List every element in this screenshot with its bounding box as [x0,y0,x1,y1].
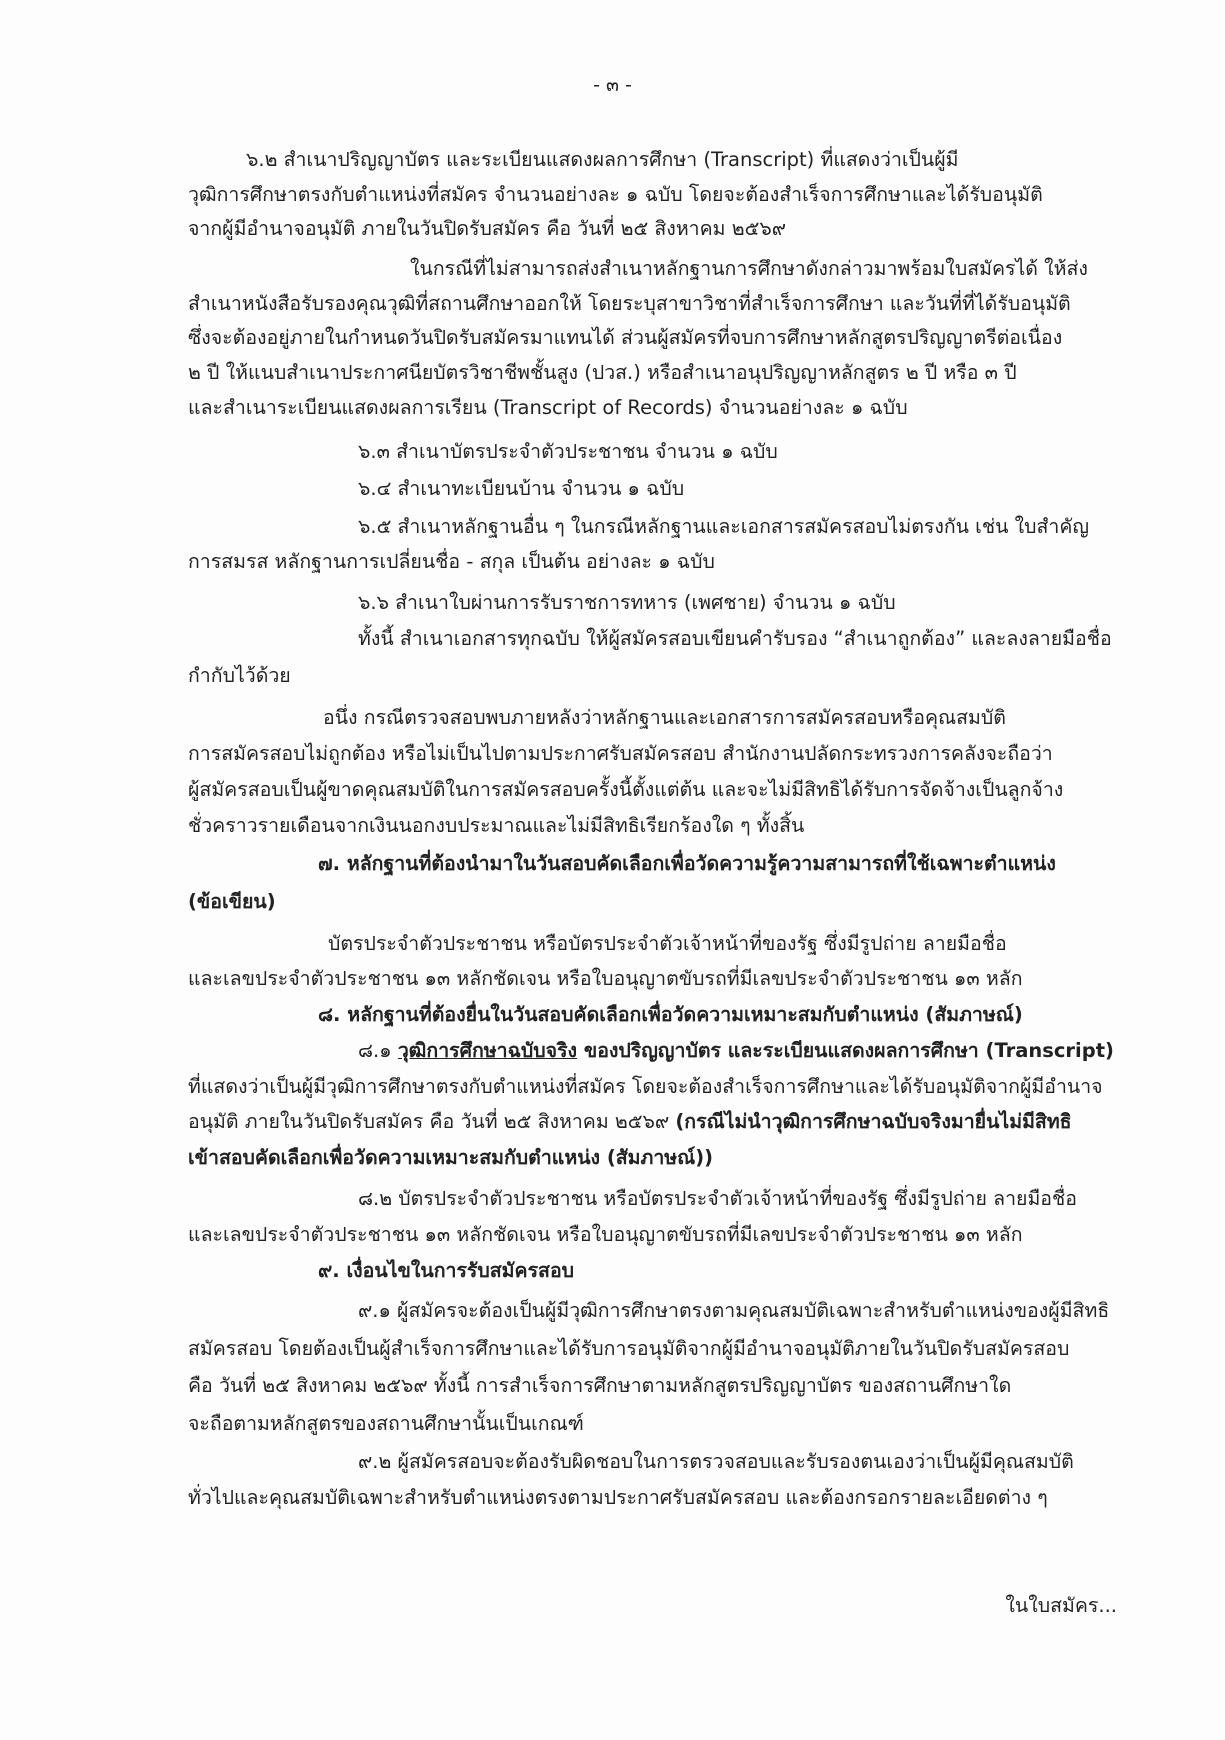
item-8-1-line-3 [188,1108,1072,1136]
warning-line-2: การสมัครสอบไม่ถูกต้อง หรือไม่เป็นไปตามประกาศรับสมัครสอบ สำนักงานปลัดกระทรวงการคลังจะถือว่า [188,742,1053,765]
note-6-2-line-3: ซึ่งจะต้องอยู่ภายในกำหนดวันปิดรับสมัครมาแทนได้ ส่วนผู้สมัครที่จบการศึกษาหลักสูตรปริญญาตรีต่อเนื่อง [188,326,1063,349]
section-7-heading-line-2: (ข้อเขียน) [188,890,276,913]
item-8-2-line-1: ๘.๒ บัตรประจำตัวประชาชน หรือบัตรประจำตัวเจ้าหน้าที่ของรัฐ ซึ่งมีรูปถ่าย ลายมือชื่อ [358,1187,1077,1210]
item-9-1-line-4: จะถือตามหลักสูตรของสถานศึกษานั้นเป็นเกณฑ์ [188,1412,584,1435]
item-6-5-line-2: การสมรส หลักฐานการเปลี่ยนชื่อ - สกุล เป็นต้น อย่างละ ๑ ฉบับ [188,550,715,573]
item-6-2-line-1: ๖.๒ สำเนาปริญญาบัตร และระเบียนแสดงผลการศึกษา (Transcript) ที่แสดงว่าเป็นผู้มี [246,148,959,171]
item-6-6: ๖.๖ สำเนาใบผ่านการรับราชการทหาร (เพศชาย) จำนวน ๑ ฉบับ [358,591,896,614]
item-6-3: ๖.๓ สำเนาบัตรประจำตัวประชาชน จำนวน ๑ ฉบับ [358,440,778,463]
certify-line-2: กำกับไว้ด้วย [188,664,291,687]
section-7-body-line-1: บัตรประจำตัวประชาชน หรือบัตรประจำตัวเจ้าหน้าที่ของรัฐ ซึ่งมีรูปถ่าย ลายมือชื่อ [328,932,1007,955]
section-8-heading: ๘. หลักฐานที่ต้องยื่นในวันสอบคัดเลือกเพื่อวัดความเหมาะสมกับตำแหน่ง (สัมภาษณ์) [318,1003,1023,1026]
section-7-heading-line-1: ๗. หลักฐานที่ต้องนำมาในวันสอบคัดเลือกเพื่อวัดความรู้ความสามารถที่ใช้เฉพาะตำแหน่ง [318,852,1056,875]
item-8-1-line-4: เข้าสอบคัดเลือกเพื่อวัดความเหมาะสมกับตำแหน่ง (สัมภาษณ์)) [188,1146,714,1169]
certify-line-1: ทั้งนี้ สำเนาเอกสารทุกฉบับ ให้ผู้สมัครสอบเขียนคำรับรอง “สำเนาถูกต้อง” และลงลายมือชื่อ [358,627,1112,650]
item-6-4: ๖.๔ สำเนาทะเบียนบ้าน จำนวน ๑ ฉบับ [358,477,685,500]
page-number: - ๓ - [593,74,632,96]
warning-line-4: ชั่วคราวรายเดือนจากเงินนอกงบประมาณและไม่มีสิทธิเรียกร้องใด ๆ ทั้งสิ้น [188,814,805,837]
section-9-heading: ๙. เงื่อนไขในการรับสมัครสอบ [318,1259,575,1282]
item-8-1-line-3-bold: (กรณีไม่นำวุฒิการศึกษาฉบับจริงมายื่นไม่มีสิทธิ [675,1110,1072,1133]
warning-line-1: อนึ่ง กรณีตรวจสอบพบภายหลังว่าหลักฐานและเอกสารการสมัครสอบหรือคุณสมบัติ [323,706,1006,729]
item-6-2-line-3: จากผู้มีอำนาจอนุมัติ ภายในวันปิดรับสมัคร คือ วันที่ ๒๕ สิงหาคม ๒๕๖๙ [188,217,787,240]
item-8-1-prefix: ๘.๑ [358,1039,398,1062]
item-8-2-line-2: และเลขประจำตัวประชาชน ๑๓ หลักชัดเจน หรือใบอนุญาตขับรถที่มีเลขประจำตัวประชาชน ๑๓ หลัก [188,1223,1023,1246]
item-8-1-underlined: วุฒิการศึกษาฉบับจริง [397,1039,578,1062]
item-9-2-line-1: ๙.๒ ผู้สมัครสอบจะต้องรับผิดชอบในการตรวจสอบและรับรองตนเองว่าเป็นผู้มีคุณสมบัติ [358,1450,1074,1473]
item-8-1-rest: ของปริญญาบัตร และระเบียนแสดงผลการศึกษา (Transcript) [577,1039,1114,1062]
item-8-1-line-3-normal: อนุมัติ ภายในวันปิดรับสมัคร คือ วันที่ ๒๕ สิงหาคม ๒๕๖๙ [188,1110,676,1133]
note-6-2-line-4: ๒ ปี ให้แนบสำเนาประกาศนียบัตรวิชาชีพชั้นสูง (ปวส.) หรือสำเนาอนุปริญญาหลักสูตร ๒ ปี หรือ ๓ ปี [188,361,1017,384]
item-6-5-line-1: ๖.๕ สำเนาหลักฐานอื่น ๆ ในกรณีหลักฐานและเอกสารสมัครสอบไม่ตรงกัน เช่น ใบสำคัญ [358,515,1090,538]
item-9-2-line-2: ทั่วไปและคุณสมบัติเฉพาะสำหรับตำแหน่งตรงตามประกาศรับสมัครสอบ และต้องกรอกรายละเอียดต่าง ๆ [188,1486,1048,1509]
item-9-1-line-1: ๙.๑ ผู้สมัครจะต้องเป็นผู้มีวุฒิการศึกษาตรงตามคุณสมบัติเฉพาะสำหรับตำแหน่งของผู้มีสิทธิ [358,1299,1110,1322]
note-6-2-line-2: สำเนาหนังสือรับรองคุณวุฒิที่สถานศึกษาออกให้ โดยระบุสาขาวิชาที่สำเร็จการศึกษา และวันที่ที่ได้รับอนุมัติ [188,292,1071,315]
continuation-footer: ในใบสมัคร... [1005,1594,1117,1617]
section-7-body-line-2: และเลขประจำตัวประชาชน ๑๓ หลักชัดเจน หรือใบอนุญาตขับรถที่มีเลขประจำตัวประชาชน ๑๓ หลัก [188,967,1023,990]
item-9-1-line-3: คือ วันที่ ๒๕ สิงหาคม ๒๕๖๙ ทั้งนี้ การสำเร็จการศึกษาตามหลักสูตรปริญญาบัตร ของสถานศึกษาใด [188,1374,1012,1397]
item-9-1-line-2: สมัครสอบ โดยต้องเป็นผู้สำเร็จการศึกษาและได้รับการอนุมัติจากผู้มีอำนาจอนุมัติภายในวันปิดรับสมัครสอบ [188,1337,1070,1360]
note-6-2-line-1: ในกรณีที่ไม่สามารถส่งสำเนาหลักฐานการศึกษาดังกล่าวมาพร้อมใบสมัครได้ ให้ส่ง [410,257,1088,280]
warning-line-3: ผู้สมัครสอบเป็นผู้ขาดคุณสมบัติในการสมัครสอบครั้งนี้ตั้งแต่ต้น และจะไม่มีสิทธิได้รับการจัดจ้างเป็นลูกจ้าง [188,778,1064,801]
item-8-1-line-2: ที่แสดงว่าเป็นผู้มีวุฒิการศึกษาตรงกับตำแหน่งที่สมัคร โดยจะต้องสำเร็จการศึกษาและได้รับอนุมัติจากผู้มีอำนาจ [188,1075,1103,1098]
item-8-1-line-1 [358,1037,1114,1065]
item-6-2-line-2: วุฒิการศึกษาตรงกับตำแหน่งที่สมัคร จำนวนอย่างละ ๑ ฉบับ โดยจะต้องสำเร็จการศึกษาและได้รับอนุมัติ [188,183,1043,206]
note-6-2-line-5: และสำเนาระเบียนแสดงผลการเรียน (Transcript of Records) จำนวนอย่างละ ๑ ฉบับ [188,396,908,419]
